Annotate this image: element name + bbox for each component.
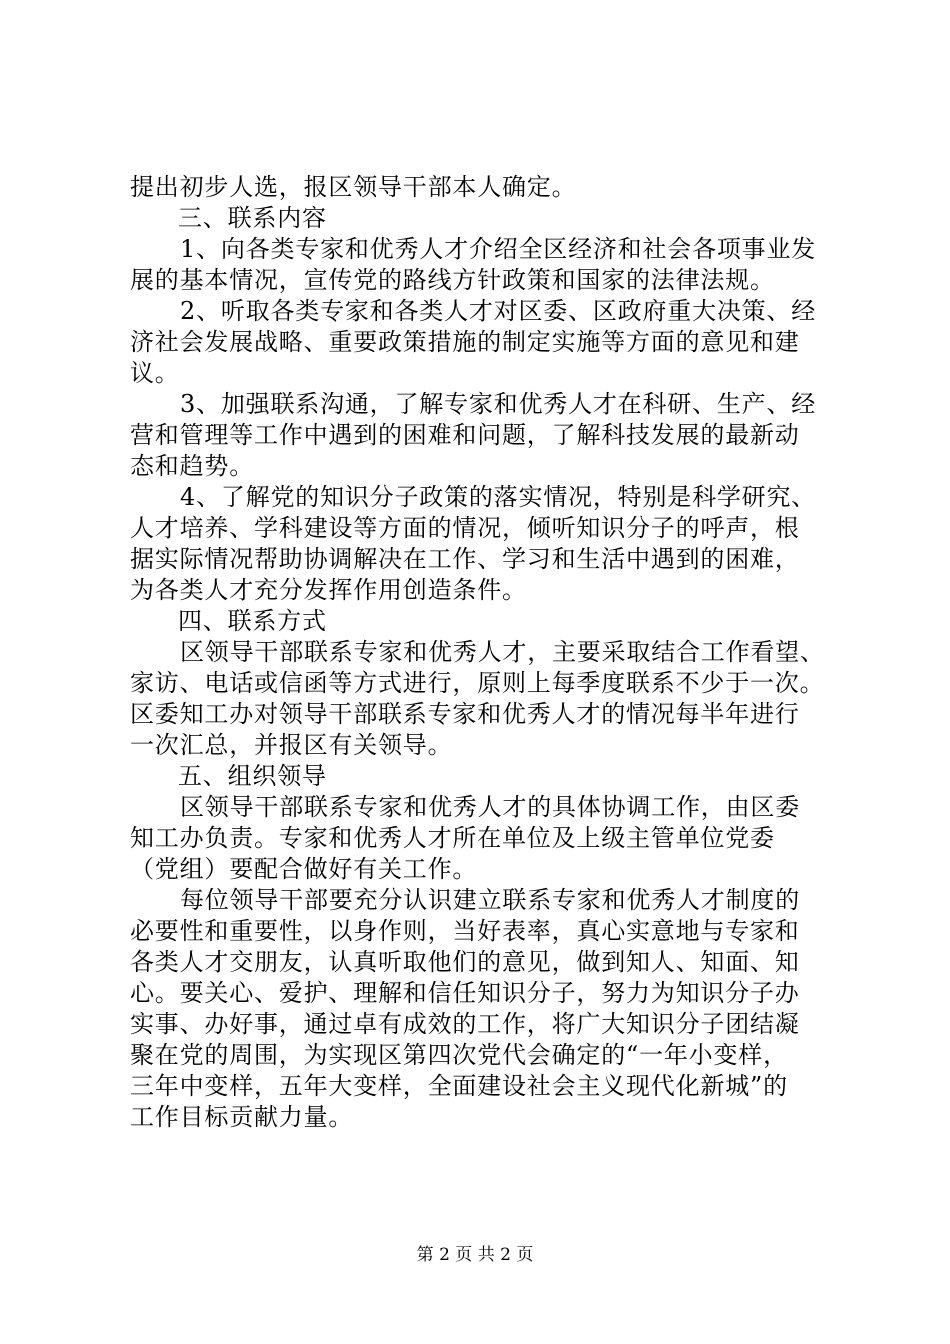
text-line: 2、听取各类专家和各类人才对区委、区政府重大决策、经: [180, 297, 817, 325]
section-heading: 五、组织领导: [178, 762, 327, 790]
text-line: 区领导干部联系专家和优秀人才，主要采取结合工作看望、: [180, 638, 825, 666]
text-line: 每位领导干部要充分认识建立联系专家和优秀人才制度的: [180, 886, 800, 914]
text-line: 各类人才交朋友，认真听取他们的意见，做到知人、知面、知: [130, 948, 800, 976]
text-line: 1、向各类专家和优秀人才介绍全区经济和社会各项事业发: [180, 235, 817, 263]
text-line: 提出初步人选，报区领导干部本人确定。: [130, 173, 577, 201]
section-heading: 四、联系方式: [178, 607, 327, 635]
text-line: 4、了解党的知识分子政策的落实情况，特别是科学研究、: [180, 483, 817, 511]
text-line: 3、加强联系沟通，了解专家和优秀人才在科研、生产、经: [180, 390, 817, 418]
text-line: 人才培养、学科建设等方面的情况，倾听知识分子的呼声，根: [130, 514, 800, 542]
text-line: 据实际情况帮助协调解决在工作、学习和生活中遇到的困难，: [130, 545, 800, 573]
section-heading: 三、联系内容: [178, 204, 327, 232]
text-line: 必要性和重要性，以身作则，当好表率，真心实意地与专家和: [130, 917, 800, 945]
text-line: 济社会发展战略、重要政策措施的制定实施等方面的意见和建: [130, 328, 800, 356]
text-line: 工作目标贡献力量。: [130, 1103, 354, 1131]
document-body: [130, 172, 840, 1133]
page-footer: 第 2 页 共 2 页: [416, 1245, 534, 1265]
text-line: 家访、电话或信函等方式进行，原则上每季度联系不少于一次。: [130, 669, 825, 697]
text-line: 知工办负责。专家和优秀人才所在单位及上级主管单位党委: [130, 824, 775, 852]
text-line: 营和管理等工作中遇到的困难和问题，了解科技发展的最新动: [130, 421, 800, 449]
text-line: 议。: [130, 359, 180, 387]
text-line: 实事、办好事，通过卓有成效的工作，将广大知识分子团结凝: [130, 1010, 800, 1038]
text-line: 态和趋势。: [130, 452, 254, 480]
text-line: 区委知工办对领导干部联系专家和优秀人才的情况每半年进行: [130, 700, 800, 728]
text-line: 心。要关心、爱护、理解和信任知识分子，努力为知识分子办: [130, 979, 800, 1007]
text-line: 区领导干部联系专家和优秀人才的具体协调工作，由区委: [180, 793, 800, 821]
text-line: 聚在党的周围，为实现区第四次党代会确定的“一年小变样，: [130, 1041, 788, 1069]
text-line: 一次汇总，并报区有关领导。: [130, 731, 453, 759]
text-line: 三年中变样，五年大变样，全面建设社会主义现代化新城”的: [130, 1072, 788, 1100]
text-line: 展的基本情况，宣传党的路线方针政策和国家的法律法规。: [130, 266, 775, 294]
text-line: （党组）要配合做好有关工作。: [130, 855, 478, 883]
text-line: 为各类人才充分发挥作用创造条件。: [130, 576, 527, 604]
